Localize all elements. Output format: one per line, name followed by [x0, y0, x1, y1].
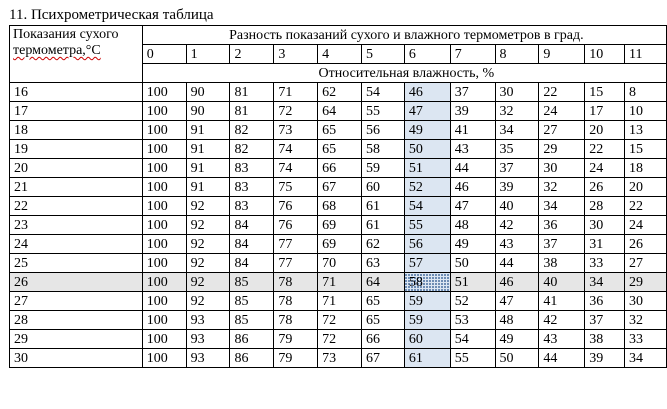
humidity-cell: 55: [450, 349, 495, 368]
table-body: [10, 83, 667, 368]
humidity-cell: 30: [625, 292, 667, 311]
humidity-cell: 50: [450, 254, 495, 273]
humidity-cell: 86: [230, 330, 274, 349]
humidity-cell: 61: [362, 197, 405, 216]
humidity-cell: 77: [274, 254, 318, 273]
humidity-cell: 46: [404, 83, 450, 102]
humidity-cell: 100: [142, 140, 186, 159]
humidity-cell: 79: [274, 330, 318, 349]
humidity-cell: 20: [585, 121, 625, 140]
humidity-cell: 47: [495, 292, 539, 311]
humidity-cell: 100: [142, 216, 186, 235]
humidity-cell: 17: [585, 102, 625, 121]
humidity-cell: 35: [495, 140, 539, 159]
humidity-cell: 34: [495, 121, 539, 140]
humidity-cell: 30: [585, 216, 625, 235]
temperature-cell: 16: [10, 83, 143, 102]
humidity-cell: 91: [186, 159, 230, 178]
humidity-cell: 48: [495, 311, 539, 330]
humidity-cell: 37: [585, 311, 625, 330]
humidity-cell: 92: [186, 216, 230, 235]
humidity-cell: 67: [362, 349, 405, 368]
humidity-cell: 83: [230, 197, 274, 216]
humidity-cell: 30: [495, 83, 539, 102]
temperature-cell: 19: [10, 140, 143, 159]
humidity-cell: 33: [585, 254, 625, 273]
humidity-cell: 100: [142, 330, 186, 349]
humidity-cell: 33: [625, 330, 667, 349]
humidity-cell: 43: [539, 330, 585, 349]
humidity-cell: 37: [539, 235, 585, 254]
humidity-cell: 59: [362, 159, 405, 178]
humidity-cell: 54: [404, 197, 450, 216]
humidity-cell: 8: [625, 83, 667, 102]
diff-header-cell: 2: [230, 45, 274, 64]
row-label-header: [10, 26, 143, 83]
table-row: [10, 83, 667, 102]
humidity-cell: 69: [318, 216, 362, 235]
diff-header-cell: 9: [539, 45, 585, 64]
table-row: [10, 254, 667, 273]
humidity-cell: 60: [362, 178, 405, 197]
humidity-cell: 28: [585, 197, 625, 216]
humidity-cell: 93: [186, 349, 230, 368]
humidity-cell: 59: [404, 311, 450, 330]
humidity-cell: 32: [495, 102, 539, 121]
humidity-cell: 42: [539, 311, 585, 330]
temperature-cell: 18: [10, 121, 143, 140]
humidity-cell: 69: [318, 235, 362, 254]
humidity-cell: 91: [186, 121, 230, 140]
table-row: [10, 121, 667, 140]
humidity-cell: 43: [495, 235, 539, 254]
humidity-cell: 76: [274, 216, 318, 235]
humidity-cell: 100: [142, 102, 186, 121]
temperature-cell: 22: [10, 197, 143, 216]
humidity-cell: 93: [186, 330, 230, 349]
humidity-cell: 85: [230, 311, 274, 330]
humidity-cell: 100: [142, 178, 186, 197]
temperature-cell: 25: [10, 254, 143, 273]
humidity-cell: 53: [450, 311, 495, 330]
humidity-cell: 22: [539, 83, 585, 102]
humidity-cell: 10: [625, 102, 667, 121]
humidity-cell: 100: [142, 254, 186, 273]
humidity-cell: 93: [186, 311, 230, 330]
humidity-cell: 84: [230, 235, 274, 254]
humidity-cell: 83: [230, 178, 274, 197]
table-row: [10, 349, 667, 368]
humidity-cell: 76: [274, 197, 318, 216]
humidity-cell: 64: [362, 273, 405, 292]
humidity-cell: 100: [142, 273, 186, 292]
humidity-cell: 34: [625, 349, 667, 368]
humidity-cell: 59: [404, 292, 450, 311]
table-row: [10, 273, 667, 292]
humidity-cell: 61: [404, 349, 450, 368]
humidity-cell: 48: [450, 216, 495, 235]
humidity-cell: 71: [274, 83, 318, 102]
humidity-cell: 40: [539, 273, 585, 292]
table-row: [10, 235, 667, 254]
humidity-cell: 84: [230, 216, 274, 235]
humidity-cell: 90: [186, 83, 230, 102]
diff-header-cell: 7: [450, 45, 495, 64]
humidity-cell: 38: [539, 254, 585, 273]
humidity-cell: 61: [362, 216, 405, 235]
humidity-cell: 78: [274, 273, 318, 292]
table-row: [10, 292, 667, 311]
humidity-cell: 92: [186, 292, 230, 311]
humidity-cell: 100: [142, 159, 186, 178]
humidity-cell: 32: [625, 311, 667, 330]
humidity-cell: 74: [274, 159, 318, 178]
diff-header-cell: 4: [318, 45, 362, 64]
humidity-cell: 15: [625, 140, 667, 159]
diff-header-cell: 0: [142, 45, 186, 64]
humidity-caption: Относительная влажность, %: [142, 64, 666, 83]
humidity-cell: 72: [274, 102, 318, 121]
humidity-cell: 92: [186, 273, 230, 292]
humidity-cell: 91: [186, 140, 230, 159]
humidity-cell: 100: [142, 121, 186, 140]
diff-header-cell: 8: [495, 45, 539, 64]
humidity-cell: 71: [318, 273, 362, 292]
humidity-cell: 100: [142, 83, 186, 102]
temperature-cell: 24: [10, 235, 143, 254]
table-row: [10, 311, 667, 330]
humidity-cell: 27: [539, 121, 585, 140]
humidity-cell: 40: [495, 197, 539, 216]
humidity-cell: 39: [495, 178, 539, 197]
humidity-cell: 34: [585, 273, 625, 292]
diff-header-cell: 1: [186, 45, 230, 64]
humidity-cell: 65: [318, 121, 362, 140]
humidity-cell: 65: [362, 311, 405, 330]
humidity-cell: 74: [274, 140, 318, 159]
humidity-cell: 51: [450, 273, 495, 292]
humidity-cell: 72: [318, 330, 362, 349]
humidity-cell: 92: [186, 254, 230, 273]
humidity-cell: 44: [495, 254, 539, 273]
humidity-cell: 62: [318, 83, 362, 102]
humidity-cell: 56: [404, 235, 450, 254]
humidity-cell: 49: [450, 235, 495, 254]
humidity-cell: 26: [585, 178, 625, 197]
table-row: [10, 159, 667, 178]
humidity-cell: 31: [585, 235, 625, 254]
diff-header-cell: 10: [585, 45, 625, 64]
table-row: [10, 140, 667, 159]
temperature-cell: 27: [10, 292, 143, 311]
row-label-line2: термометра,°С: [13, 43, 101, 58]
humidity-cell: 66: [318, 159, 362, 178]
humidity-cell: 84: [230, 254, 274, 273]
humidity-cell: 100: [142, 311, 186, 330]
humidity-cell: 46: [450, 178, 495, 197]
humidity-cell: 100: [142, 292, 186, 311]
humidity-cell: 44: [450, 159, 495, 178]
humidity-cell: 81: [230, 83, 274, 102]
humidity-cell: 100: [142, 349, 186, 368]
humidity-cell: 41: [450, 121, 495, 140]
humidity-cell: 92: [186, 197, 230, 216]
humidity-cell: 22: [585, 140, 625, 159]
humidity-cell: 42: [495, 216, 539, 235]
humidity-cell: 65: [318, 140, 362, 159]
humidity-cell: 85: [230, 273, 274, 292]
humidity-cell: 90: [186, 102, 230, 121]
humidity-cell: 13: [625, 121, 667, 140]
humidity-cell: 15: [585, 83, 625, 102]
humidity-cell: 37: [450, 83, 495, 102]
humidity-cell: 32: [539, 178, 585, 197]
diff-header-cell: 6: [404, 45, 450, 64]
humidity-cell: 37: [495, 159, 539, 178]
table-row: [10, 102, 667, 121]
table-title: 11. Психрометрическая таблица: [9, 7, 214, 23]
humidity-cell: 43: [450, 140, 495, 159]
temperature-cell: 28: [10, 311, 143, 330]
humidity-cell: 100: [142, 197, 186, 216]
humidity-cell: 38: [585, 330, 625, 349]
table-row: [10, 330, 667, 349]
humidity-cell: 82: [230, 140, 274, 159]
humidity-cell: 70: [318, 254, 362, 273]
humidity-cell: 29: [539, 140, 585, 159]
humidity-cell: 63: [362, 254, 405, 273]
humidity-cell: 68: [318, 197, 362, 216]
humidity-cell: 36: [585, 292, 625, 311]
psychrometric-table: [9, 25, 667, 368]
humidity-cell: 46: [495, 273, 539, 292]
humidity-cell: 83: [230, 159, 274, 178]
diff-header-cell: 11: [625, 45, 667, 64]
humidity-cell: 44: [539, 349, 585, 368]
humidity-cell: 58: [404, 273, 450, 292]
humidity-cell: 85: [230, 292, 274, 311]
humidity-cell: 82: [230, 121, 274, 140]
humidity-cell: 39: [450, 102, 495, 121]
humidity-cell: 52: [450, 292, 495, 311]
column-group-caption: Разность показаний сухого и влажного термометров в град.: [142, 26, 666, 45]
row-label-line1: Показания сухого: [13, 27, 119, 42]
humidity-cell: 51: [404, 159, 450, 178]
humidity-cell: 18: [625, 159, 667, 178]
humidity-cell: 100: [142, 235, 186, 254]
humidity-cell: 81: [230, 102, 274, 121]
diff-header-cell: 5: [362, 45, 405, 64]
humidity-cell: 27: [625, 254, 667, 273]
humidity-cell: 24: [539, 102, 585, 121]
humidity-cell: 58: [362, 140, 405, 159]
humidity-cell: 79: [274, 349, 318, 368]
humidity-cell: 62: [362, 235, 405, 254]
humidity-cell: 47: [404, 102, 450, 121]
table-row: [10, 216, 667, 235]
humidity-cell: 91: [186, 178, 230, 197]
humidity-cell: 50: [404, 140, 450, 159]
humidity-cell: 64: [318, 102, 362, 121]
humidity-cell: 26: [625, 235, 667, 254]
humidity-cell: 49: [495, 330, 539, 349]
humidity-cell: 22: [625, 197, 667, 216]
temperature-cell: 23: [10, 216, 143, 235]
humidity-cell: 24: [625, 216, 667, 235]
diff-header-cell: 3: [274, 45, 318, 64]
humidity-cell: 86: [230, 349, 274, 368]
humidity-cell: 78: [274, 292, 318, 311]
humidity-cell: 34: [539, 197, 585, 216]
humidity-cell: 55: [404, 216, 450, 235]
humidity-cell: 39: [585, 349, 625, 368]
humidity-cell: 67: [318, 178, 362, 197]
humidity-cell: 75: [274, 178, 318, 197]
temperature-cell: 29: [10, 330, 143, 349]
humidity-cell: 78: [274, 311, 318, 330]
humidity-cell: 20: [625, 178, 667, 197]
temperature-cell: 20: [10, 159, 143, 178]
humidity-cell: 65: [362, 292, 405, 311]
temperature-cell: 30: [10, 349, 143, 368]
humidity-cell: 56: [362, 121, 405, 140]
humidity-cell: 92: [186, 235, 230, 254]
humidity-cell: 57: [404, 254, 450, 273]
humidity-cell: 50: [495, 349, 539, 368]
temperature-cell: 26: [10, 273, 143, 292]
humidity-cell: 66: [362, 330, 405, 349]
humidity-cell: 60: [404, 330, 450, 349]
humidity-cell: 30: [539, 159, 585, 178]
humidity-cell: 71: [318, 292, 362, 311]
humidity-cell: 29: [625, 273, 667, 292]
humidity-cell: 54: [450, 330, 495, 349]
humidity-cell: 49: [404, 121, 450, 140]
humidity-cell: 72: [318, 311, 362, 330]
humidity-cell: 36: [539, 216, 585, 235]
humidity-cell: 73: [274, 121, 318, 140]
humidity-cell: 24: [585, 159, 625, 178]
table-row: [10, 197, 667, 216]
humidity-cell: 77: [274, 235, 318, 254]
table-row: [10, 178, 667, 197]
temperature-cell: 17: [10, 102, 143, 121]
humidity-cell: 54: [362, 83, 405, 102]
humidity-cell: 47: [450, 197, 495, 216]
humidity-cell: 52: [404, 178, 450, 197]
humidity-cell: 41: [539, 292, 585, 311]
humidity-cell: 73: [318, 349, 362, 368]
humidity-cell: 55: [362, 102, 405, 121]
temperature-cell: 21: [10, 178, 143, 197]
